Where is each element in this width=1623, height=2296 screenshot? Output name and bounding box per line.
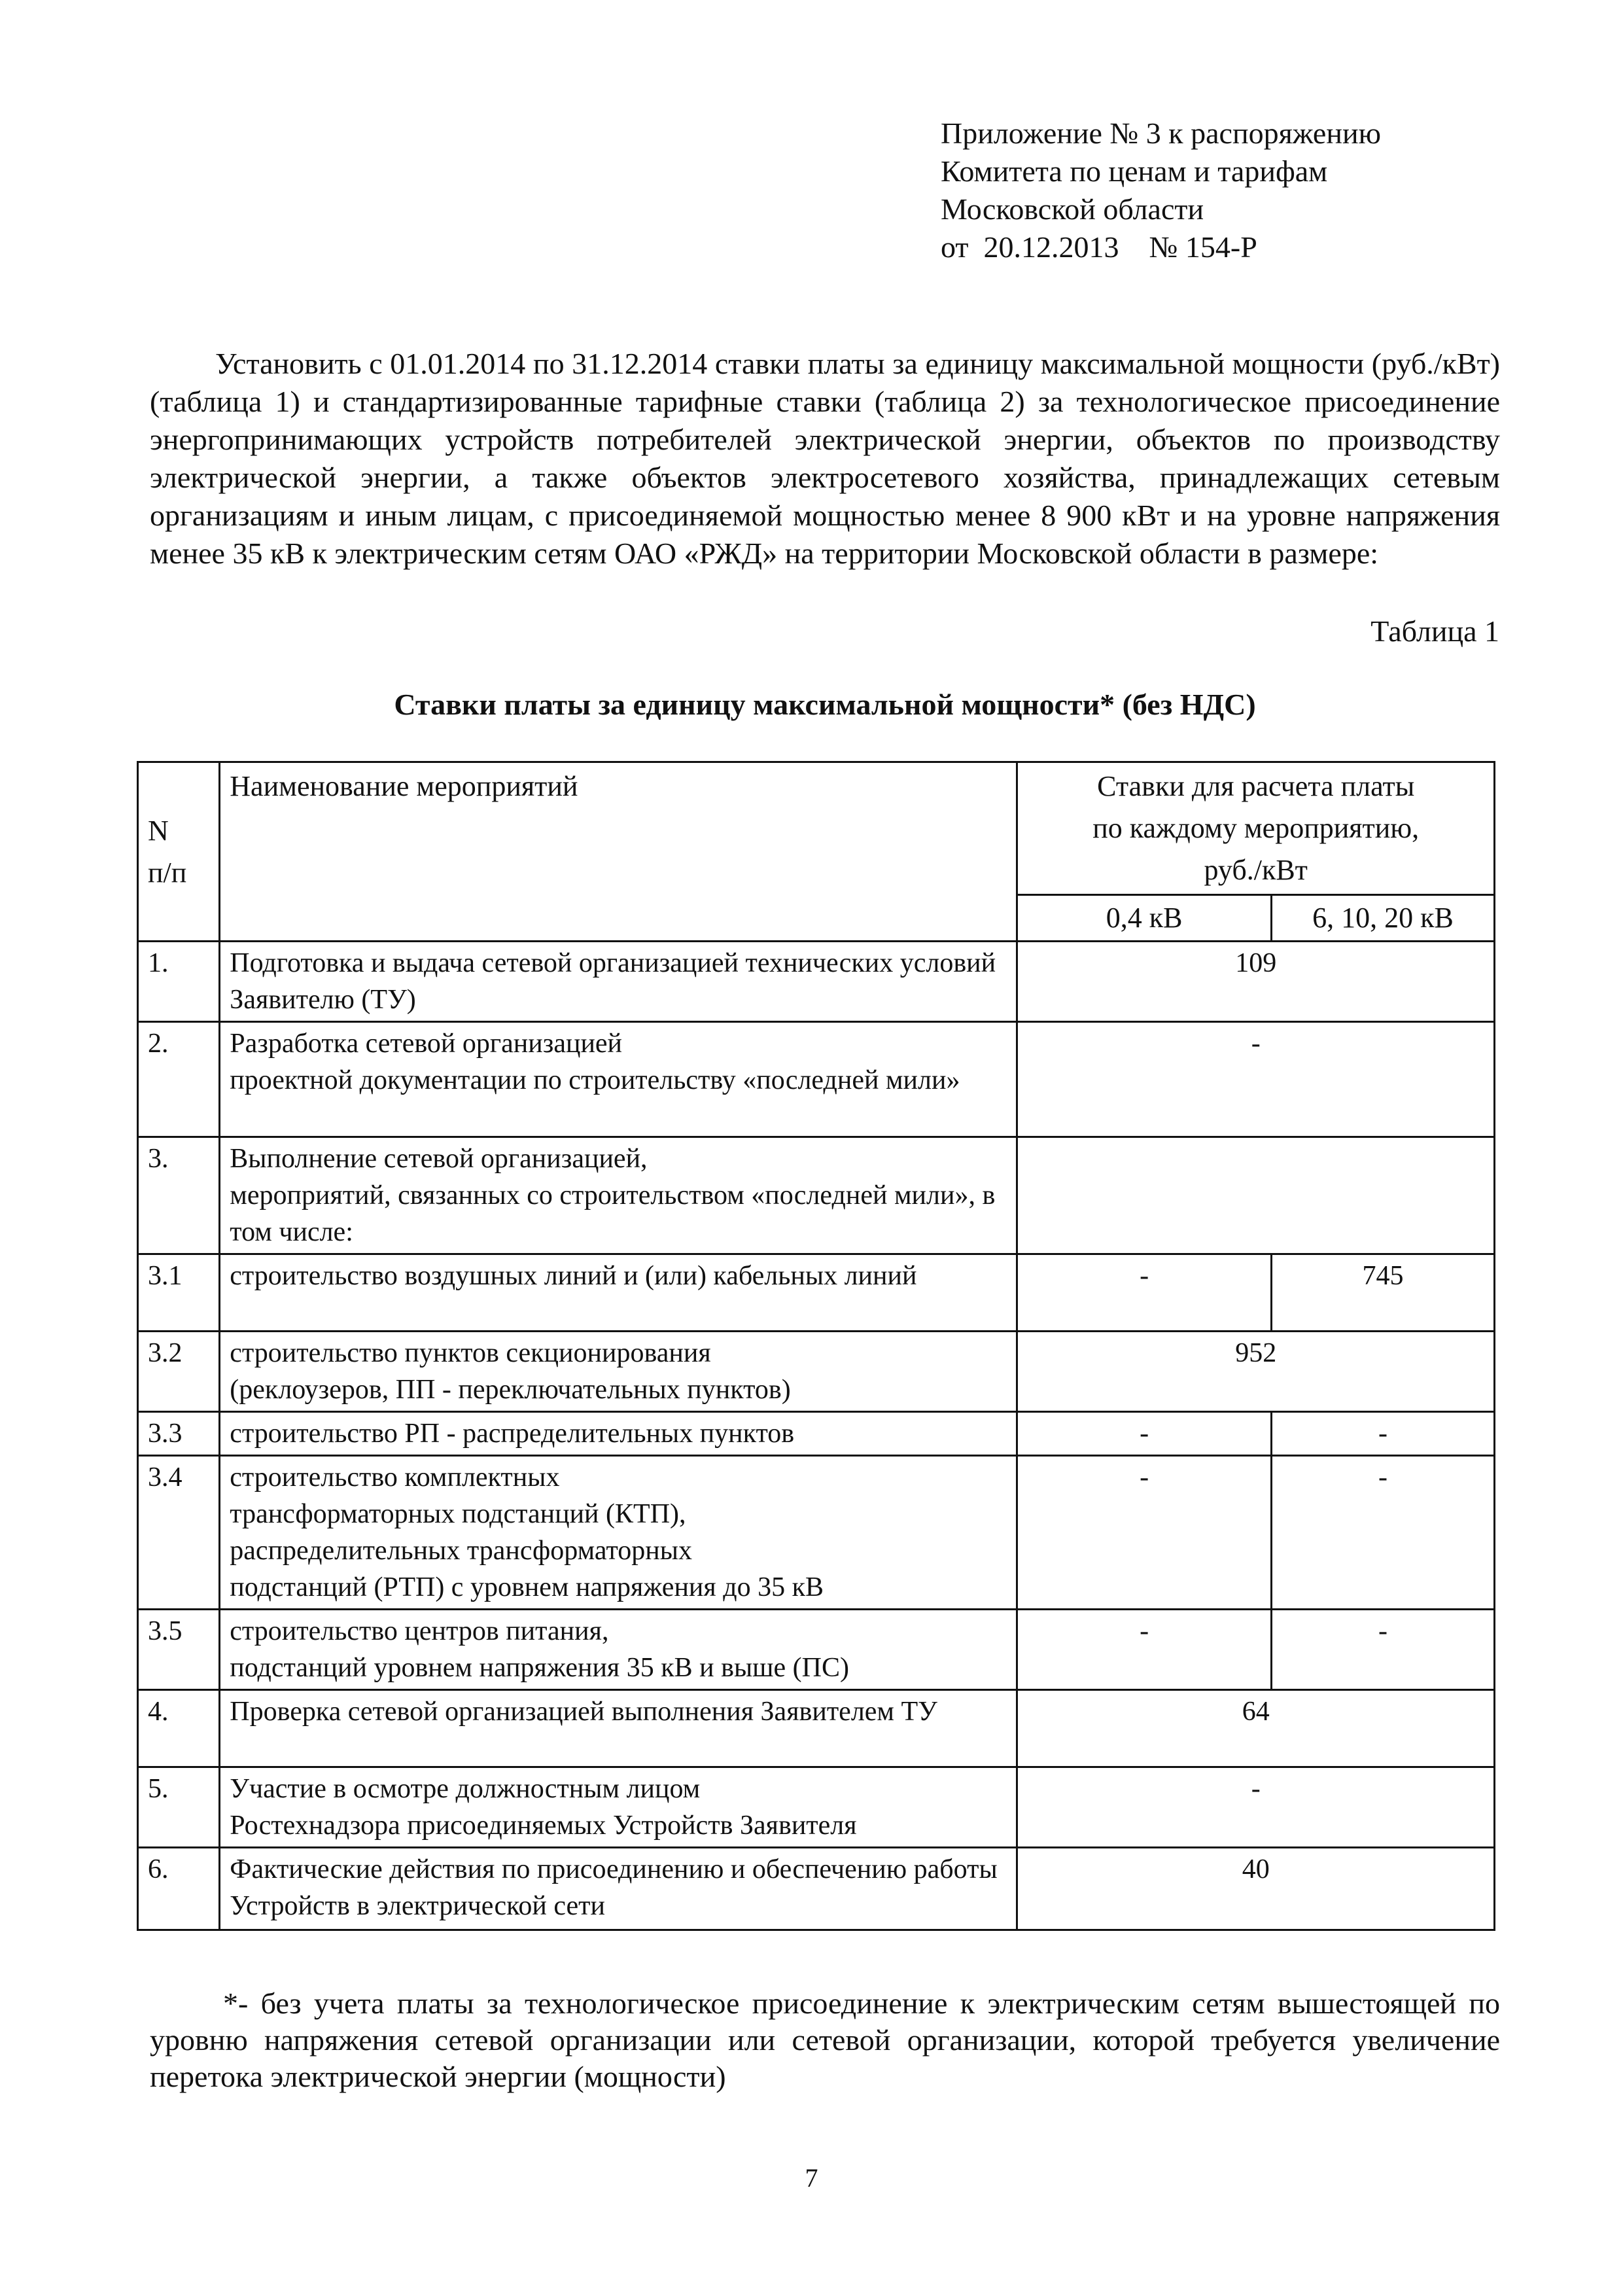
- row-number: 3.4: [138, 1456, 220, 1610]
- table-row: [138, 1767, 1495, 1848]
- row-activity-name: строительство РП - распределительных пунктов: [220, 1412, 1017, 1456]
- row-rate-6-10-20kv: -: [1271, 1610, 1494, 1690]
- intro-paragraph: Установить с 01.01.2014 по 31.12.2014 ставки платы за единицу максимальной мощности (руб./кВт) (таблица 1) и стандартизированные тарифные ставки (таблица 2) за технологическое присоединение энергопринимающих устройств потребителей электрической энергии, объектов по производству электрической энергии, а также объектов электросетевого хозяйства, принадлежащих сетевым организациям и иным лицам, с присоединяемой мощностью менее 8 900 кВт и на уровне напряжения менее 35 кВ к электрическим сетям ОАО «РЖД» на территории Московской области в размере:: [150, 347, 1500, 570]
- row-activity-name: Фактические действия по присоединению и обеспечению работы Устройств в электрической сети: [220, 1848, 1017, 1930]
- col-header-name: Наименование мероприятий: [220, 762, 1017, 942]
- row-rate-value: 109: [1017, 942, 1495, 1022]
- row-rate-0-4kv: -: [1017, 1412, 1271, 1456]
- row-activity-name: строительство комплектных трансформаторных подстанций (КТП), распределительных трансформаторных подстанций (РТП) с уровнем напряжения до 35 кВ: [220, 1456, 1017, 1610]
- row-number: 3.: [138, 1137, 220, 1254]
- row-number: 3.2: [138, 1332, 220, 1412]
- row-rate-value: 952: [1017, 1332, 1495, 1412]
- row-rate-6-10-20kv: -: [1271, 1412, 1494, 1456]
- row-number: 6.: [138, 1848, 220, 1930]
- row-rate-6-10-20kv: -: [1271, 1456, 1494, 1610]
- row-rate-value: 64: [1017, 1690, 1495, 1767]
- row-activity-name: строительство пунктов секционирования (реклоузеров, ПП - переключательных пунктов): [220, 1332, 1017, 1412]
- table-row: [138, 1332, 1495, 1412]
- row-activity-name: строительство воздушных линий и (или) кабельных линий: [220, 1254, 1017, 1332]
- table-body: [138, 942, 1495, 1930]
- table-row: [138, 1254, 1495, 1332]
- header-line: Московской области: [941, 192, 1204, 226]
- row-rate-0-4kv: -: [1017, 1254, 1271, 1332]
- row-number: 3.5: [138, 1610, 220, 1690]
- row-number: 4.: [138, 1690, 220, 1767]
- row-rate-value: -: [1017, 1022, 1495, 1137]
- table-row: [138, 1456, 1495, 1610]
- col-header-rates: Ставки для расчета платы по каждому мероприятию, руб./кВт: [1017, 762, 1495, 895]
- row-activity-name: Участие в осмотре должностным лицом Ростехнадзора присоединяемых Устройств Заявителя: [220, 1767, 1017, 1848]
- row-number: 3.3: [138, 1412, 220, 1456]
- col-header-num: N п/п: [138, 762, 220, 942]
- rates-table: [137, 761, 1495, 1931]
- row-number: 5.: [138, 1767, 220, 1848]
- table-row: [138, 1690, 1495, 1767]
- col-header-6-10-20kv: 6, 10, 20 кВ: [1271, 895, 1494, 942]
- row-activity-name: Разработка сетевой организацией проектной документации по строительству «последней мили»: [220, 1022, 1017, 1137]
- col-header-0-4kv: 0,4 кВ: [1017, 895, 1271, 942]
- table-row: [138, 1610, 1495, 1690]
- row-number: 1.: [138, 942, 220, 1022]
- page-number: 7: [805, 2163, 818, 2193]
- footnote: *- без учета платы за технологическое присоединение к электрическим сетям вышестоящей по уровню напряжения сетевой организации или сетевой организации, которой требуется увеличение перетока электрической энергии (мощности): [150, 1987, 1500, 2093]
- row-activity-name: Выполнение сетевой организацией, мероприятий, связанных со строительством «последней мили», в том числе:: [220, 1137, 1017, 1254]
- row-rate-0-4kv: -: [1017, 1610, 1271, 1690]
- row-activity-name: Подготовка и выдача сетевой организацией технических условий Заявителю (ТУ): [220, 942, 1017, 1022]
- table-header-row: [138, 762, 1495, 895]
- table-row: [138, 1137, 1495, 1254]
- row-activity-name: строительство центров питания, подстанций уровнем напряжения 35 кВ и выше (ПС): [220, 1610, 1017, 1690]
- row-number: 3.1: [138, 1254, 220, 1332]
- table-title: Ставки платы за единицу максимальной мощности* (без НДС): [394, 688, 1256, 721]
- table-row: [138, 942, 1495, 1022]
- header-line: Приложение № 3 к распоряжению: [941, 116, 1381, 150]
- row-rate-0-4kv: -: [1017, 1456, 1271, 1610]
- row-rate-6-10-20kv: 745: [1271, 1254, 1494, 1332]
- row-number: 2.: [138, 1022, 220, 1137]
- row-rate-value: [1017, 1137, 1495, 1254]
- row-rate-value: 40: [1017, 1848, 1495, 1930]
- row-activity-name: Проверка сетевой организацией выполнения Заявителем ТУ: [220, 1690, 1017, 1767]
- table-row: [138, 1022, 1495, 1137]
- row-rate-value: -: [1017, 1767, 1495, 1848]
- header-line: Комитета по ценам и тарифам: [941, 154, 1328, 188]
- table-label: Таблица 1: [1370, 614, 1499, 648]
- header-line: от 20.12.2013 № 154-Р: [941, 230, 1257, 264]
- table-row: [138, 1412, 1495, 1456]
- appendix-header: [941, 115, 1381, 266]
- table-row: [138, 1848, 1495, 1930]
